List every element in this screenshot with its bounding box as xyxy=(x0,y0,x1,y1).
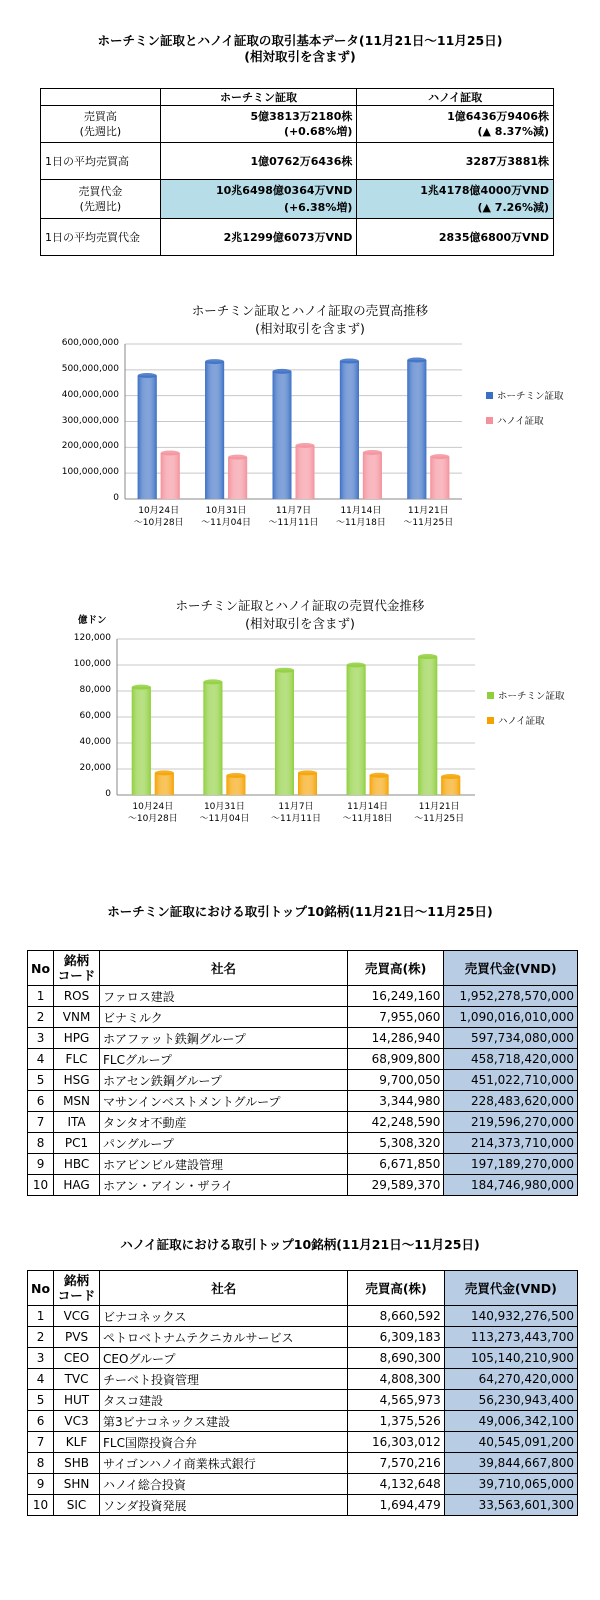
chart1-ytick: 300,000,000 xyxy=(61,415,119,426)
hn-cell-no: 2 xyxy=(28,1327,54,1348)
hcm-cell-code: HAG xyxy=(54,1175,100,1196)
hcm-cell-val: 1,952,278,570,000 xyxy=(444,986,578,1007)
chart1-ytick: 400,000,000 xyxy=(61,389,119,400)
hcm-row xyxy=(28,1133,578,1154)
hcm-cell-val: 184,746,980,000 xyxy=(444,1175,578,1196)
hcm-cell-val: 1,090,016,010,000 xyxy=(444,1007,578,1028)
hn-cell-code: KLF xyxy=(54,1432,100,1453)
hn-row xyxy=(28,1390,578,1411)
chart1-subtitle: (相対取引を含まず) xyxy=(255,321,365,336)
hn-row xyxy=(28,1474,578,1495)
summary-title: ホーチミン証取とハノイ証取の取引基本データ(11月21日～11月25日) xyxy=(97,33,503,48)
hn-cell-no: 7 xyxy=(28,1432,54,1453)
hcm-cell-code: ITA xyxy=(54,1112,100,1133)
hcm-cell-no: 5 xyxy=(28,1070,54,1091)
hn-cell-code: VC3 xyxy=(54,1411,100,1432)
chart2-legend-hcm: ホーチミン証取 xyxy=(487,688,565,702)
hn-row xyxy=(28,1369,578,1390)
chart2-ytick: 100,000 xyxy=(73,659,111,669)
chart2-bar-shade xyxy=(370,775,389,795)
hcm-cell-name: ファロス建設 xyxy=(100,986,348,1007)
hn-cell-code: SIC xyxy=(54,1495,100,1516)
chart1-xtick: 11月21日 ～11月25日 xyxy=(403,506,454,528)
hcm-cell-vol: 42,248,590 xyxy=(348,1112,444,1133)
summary-hcm-value: 10兆6498億0364万VND (+6.38%増) xyxy=(160,180,357,219)
hn-top-title: ハノイ証取における取引トップ10銘柄(11月21日～11月25日) xyxy=(120,1237,480,1252)
hn-cell-name: 第3ビナコネックス建設 xyxy=(100,1411,348,1432)
chart2-ylabel: 億ドン xyxy=(78,615,107,626)
hn-top-header xyxy=(28,1271,578,1306)
hcm-cell-val: 451,022,710,000 xyxy=(444,1070,578,1091)
hcm-cell-no: 9 xyxy=(28,1154,54,1175)
chart2-bar-shade xyxy=(203,682,222,795)
hcm-cell-name: タンタオ不動産 xyxy=(100,1112,348,1133)
hn-cell-vol: 7,570,216 xyxy=(348,1453,444,1474)
hn-cell-name: ハノイ総合投資 xyxy=(100,1474,348,1495)
hn-cell-val: 113,273,443,700 xyxy=(444,1327,577,1348)
legend-swatch xyxy=(487,692,494,699)
chart2-bar-cap xyxy=(418,654,437,659)
hn-row xyxy=(28,1453,578,1474)
hn-cell-name: サイゴンハノイ商業株式銀行 xyxy=(100,1453,348,1474)
hcm-cell-name: FLCグループ xyxy=(100,1049,348,1070)
hcm-cell-vol: 6,671,850 xyxy=(348,1154,444,1175)
chart2-bar-cap xyxy=(155,770,174,775)
hcm-cell-name: ホアファット鉄鋼グループ xyxy=(100,1028,348,1049)
hn-cell-val: 56,230,943,400 xyxy=(444,1390,577,1411)
hcm-cell-name: ビナミルク xyxy=(100,1007,348,1028)
chart2-xtick: 11月21日 ～11月25日 xyxy=(414,802,465,824)
chart1-xtick: 11月7日 ～11月11日 xyxy=(268,506,319,528)
hn-row xyxy=(28,1411,578,1432)
hn-cell-vol: 16,303,012 xyxy=(348,1432,444,1453)
hcm-cell-name: マサンインベストメントグループ xyxy=(100,1091,348,1112)
chart2-bar-cap xyxy=(132,685,151,690)
hn-cell-vol: 1,694,479 xyxy=(348,1495,444,1516)
hn-cell-vol: 4,808,300 xyxy=(348,1369,444,1390)
chart2-subtitle: (相対取引を含まず) xyxy=(245,616,355,631)
chart2-xtick: 11月14日 ～11月18日 xyxy=(342,802,393,824)
chart1-ytick: 100,000,000 xyxy=(61,467,119,478)
hn-cell-name: ペトロベトナムテクニカルサービス xyxy=(100,1327,348,1348)
hcm-cell-vol: 3,344,980 xyxy=(348,1091,444,1112)
hcm-row xyxy=(28,1175,578,1196)
chart2-bar-cap xyxy=(298,770,317,775)
hcm-cell-name: ホアン・アイン・ザライ xyxy=(100,1175,348,1196)
hcm-cell-val: 597,734,080,000 xyxy=(444,1028,578,1049)
hcm-cell-no: 3 xyxy=(28,1028,54,1049)
summary-label-avg-volume: 1日の平均売買高 xyxy=(41,143,161,180)
hcm-cell-no: 7 xyxy=(28,1112,54,1133)
hcm-row xyxy=(28,1028,578,1049)
summary-label-avg-value: 1日の平均売買代金 xyxy=(41,219,161,256)
chart2-ytick: 80,000 xyxy=(79,685,111,695)
chart2-bar-shade xyxy=(347,665,366,795)
hcm-cell-code: HBC xyxy=(54,1154,100,1175)
hn-cell-code: PVS xyxy=(54,1327,100,1348)
hcm-cell-code: VNM xyxy=(54,1007,100,1028)
hn-cell-name: CEOグループ xyxy=(100,1348,348,1369)
summary-label-volume: 売買高 (先週比) xyxy=(41,106,161,143)
hn-cell-no: 9 xyxy=(28,1474,54,1495)
hn-header-val: 売買代金(VND) xyxy=(444,1271,577,1306)
hn-cell-code: CEO xyxy=(54,1348,100,1369)
hn-cell-val: 39,844,667,800 xyxy=(444,1453,577,1474)
chart2-bar-shade xyxy=(155,773,174,795)
chart1-ytick: 0 xyxy=(113,493,119,503)
hn-cell-code: SHN xyxy=(54,1474,100,1495)
hn-row xyxy=(28,1348,578,1369)
hcm-cell-vol: 14,286,940 xyxy=(348,1028,444,1049)
chart2-ytick: 120,000 xyxy=(73,633,111,643)
hcm-header-vol: 売買高(株) xyxy=(348,951,444,986)
hn-cell-no: 10 xyxy=(28,1495,54,1516)
hcm-cell-val: 197,189,270,000 xyxy=(444,1154,578,1175)
chart2-ytick: 40,000 xyxy=(79,737,111,747)
hn-cell-no: 4 xyxy=(28,1369,54,1390)
hcm-row xyxy=(28,1154,578,1175)
chart2-bar-cap xyxy=(441,774,460,779)
chart1-ytick: 200,000,000 xyxy=(61,441,119,452)
chart1-xtick: 10月24日 ～10月28日 xyxy=(133,506,184,528)
hn-row xyxy=(28,1327,578,1348)
hcm-cell-code: HSG xyxy=(54,1070,100,1091)
hcm-cell-vol: 5,308,320 xyxy=(348,1133,444,1154)
hn-cell-no: 6 xyxy=(28,1411,54,1432)
chart2-bar-cap xyxy=(347,663,366,668)
hn-cell-name: FLC国際投資合弁 xyxy=(100,1432,348,1453)
hcm-cell-no: 8 xyxy=(28,1133,54,1154)
hcm-cell-val: 458,718,420,000 xyxy=(444,1049,578,1070)
summary-hn-value: 1兆4178億4000万VND (▲ 7.26%減) xyxy=(357,180,554,219)
hcm-row xyxy=(28,1091,578,1112)
hn-header-code: 銘柄 コード xyxy=(54,1271,100,1306)
hn-cell-name: タスコ建設 xyxy=(100,1390,348,1411)
hn-cell-no: 1 xyxy=(28,1306,54,1327)
hcm-top-title: ホーチミン証取における取引トップ10銘柄(11月21日～11月25日) xyxy=(107,904,493,919)
hn-header-name: 社名 xyxy=(100,1271,348,1306)
chart2-ytick: 0 xyxy=(105,789,111,799)
chart2-bar-cap xyxy=(370,773,389,778)
chart2-ytick: 20,000 xyxy=(79,763,111,773)
hn-cell-val: 105,140,210,900 xyxy=(444,1348,577,1369)
hcm-top-table xyxy=(27,950,578,1196)
legend-swatch xyxy=(487,717,494,724)
chart1-title: ホーチミン証取とハノイ証取の売買高推移 xyxy=(191,303,429,318)
hcm-cell-val: 219,596,270,000 xyxy=(444,1112,578,1133)
chart2-bar-shade xyxy=(275,670,294,795)
hn-cell-name: チーベト投資管理 xyxy=(100,1369,348,1390)
hn-cell-val: 40,545,091,200 xyxy=(444,1432,577,1453)
chart2-title: ホーチミン証取とハノイ証取の売買代金推移 xyxy=(175,598,425,613)
summary-hcm-avg-value: 2兆1299億6073万VND xyxy=(160,219,357,256)
chart1-legend-hanoi: ハノイ証取 xyxy=(486,413,544,427)
hn-cell-val: 33,563,601,300 xyxy=(444,1495,577,1516)
hcm-cell-no: 6 xyxy=(28,1091,54,1112)
summary-header-hcm: ホーチミン証取 xyxy=(160,89,357,106)
hcm-cell-vol: 68,909,800 xyxy=(348,1049,444,1070)
hn-row xyxy=(28,1432,578,1453)
hcm-cell-vol: 9,700,050 xyxy=(348,1070,444,1091)
summary-label-value: 売買代金 (先週比) xyxy=(41,180,161,219)
hcm-row xyxy=(28,1112,578,1133)
summary-hn-volume: 1億6436万9406株 (▲ 8.37%減) xyxy=(357,106,554,143)
chart2-bar-shade xyxy=(441,777,460,795)
hn-cell-code: HUT xyxy=(54,1390,100,1411)
hn-row xyxy=(28,1495,578,1516)
summary-hn-avg-value: 2835億6800万VND xyxy=(357,219,554,256)
chart1-ytick: 600,000,000 xyxy=(61,338,119,348)
hn-header-vol: 売買高(株) xyxy=(348,1271,444,1306)
summary-hcm-avg-volume: 1億0762万6436株 xyxy=(160,143,357,180)
hcm-row xyxy=(28,986,578,1007)
hcm-cell-code: HPG xyxy=(54,1028,100,1049)
hn-cell-name: ビナコネックス xyxy=(100,1306,348,1327)
hn-cell-val: 140,932,276,500 xyxy=(444,1306,577,1327)
chart2-legend-hanoi: ハノイ証取 xyxy=(487,713,545,727)
chart2-bar-cap xyxy=(203,679,222,684)
hn-row xyxy=(28,1306,578,1327)
hcm-header-name: 社名 xyxy=(100,951,348,986)
hcm-cell-val: 228,483,620,000 xyxy=(444,1091,578,1112)
hcm-row xyxy=(28,1007,578,1028)
hn-cell-vol: 4,132,648 xyxy=(348,1474,444,1495)
hn-header-no: No xyxy=(28,1271,54,1306)
hcm-cell-no: 10 xyxy=(28,1175,54,1196)
chart2-ytick: 60,000 xyxy=(79,711,111,721)
hcm-cell-code: FLC xyxy=(54,1049,100,1070)
hn-cell-no: 8 xyxy=(28,1453,54,1474)
hcm-header-code: 銘柄 コード xyxy=(54,951,100,986)
chart2-bar-shade xyxy=(418,657,437,795)
hcm-cell-vol: 7,955,060 xyxy=(348,1007,444,1028)
hcm-header-no: No xyxy=(28,951,54,986)
chart2-xtick: 10月24日 ～10月28日 xyxy=(127,802,178,824)
hcm-cell-vol: 29,589,370 xyxy=(348,1175,444,1196)
hn-cell-vol: 4,565,973 xyxy=(348,1390,444,1411)
hcm-top-header xyxy=(28,951,578,986)
hcm-cell-no: 2 xyxy=(28,1007,54,1028)
chart1-legend-hcm: ホーチミン証取 xyxy=(486,388,564,402)
hn-cell-vol: 8,660,592 xyxy=(348,1306,444,1327)
hcm-cell-code: MSN xyxy=(54,1091,100,1112)
hn-top-table xyxy=(27,1270,578,1516)
chart2-xtick: 10月31日 ～11月04日 xyxy=(199,802,250,824)
hcm-cell-name: パングループ xyxy=(100,1133,348,1154)
hcm-cell-vol: 16,249,160 xyxy=(348,986,444,1007)
hn-cell-val: 49,006,342,100 xyxy=(444,1411,577,1432)
hcm-cell-val: 214,373,710,000 xyxy=(444,1133,578,1154)
hcm-cell-no: 1 xyxy=(28,986,54,1007)
chart2-bar-shade xyxy=(132,687,151,795)
hn-cell-code: TVC xyxy=(54,1369,100,1390)
hcm-cell-code: PC1 xyxy=(54,1133,100,1154)
chart2-bar-cap xyxy=(226,773,245,778)
chart2-bar-shade xyxy=(298,773,317,795)
hn-cell-val: 39,710,065,000 xyxy=(444,1474,577,1495)
chart2-bar-cap xyxy=(275,668,294,673)
hcm-cell-name: ホアビンビル建設管理 xyxy=(100,1154,348,1175)
chart1-xtick: 10月31日 ～11月04日 xyxy=(201,506,252,528)
hn-cell-val: 64,270,420,000 xyxy=(444,1369,577,1390)
hn-cell-code: SHB xyxy=(54,1453,100,1474)
hn-cell-no: 3 xyxy=(28,1348,54,1369)
summary-hcm-volume: 5億3813万2180株 (+0.68%増) xyxy=(160,106,357,143)
chart1-ytick: 500,000,000 xyxy=(61,363,119,374)
hn-cell-code: VCG xyxy=(54,1306,100,1327)
hn-cell-vol: 6,309,183 xyxy=(348,1327,444,1348)
hn-cell-no: 5 xyxy=(28,1390,54,1411)
hcm-header-val: 売買代金(VND) xyxy=(444,951,578,986)
hcm-row xyxy=(28,1070,578,1091)
summary-hn-avg-volume: 3287万3881株 xyxy=(357,143,554,180)
hcm-cell-no: 4 xyxy=(28,1049,54,1070)
summary-header-hn: ハノイ証取 xyxy=(357,89,554,106)
chart1-xtick: 11月14日 ～11月18日 xyxy=(335,506,386,528)
hn-cell-vol: 1,375,526 xyxy=(348,1411,444,1432)
hn-cell-name: ソンダ投資発展 xyxy=(100,1495,348,1516)
hcm-cell-name: ホアセン鉄鋼グループ xyxy=(100,1070,348,1091)
hcm-row xyxy=(28,1049,578,1070)
summary-subtitle: (相対取引を含まず) xyxy=(244,49,356,64)
chart2-xtick: 11月7日 ～11月11日 xyxy=(271,802,321,824)
chart2-bar-shade xyxy=(226,776,245,796)
hn-cell-vol: 8,690,300 xyxy=(348,1348,444,1369)
hcm-cell-code: ROS xyxy=(54,986,100,1007)
